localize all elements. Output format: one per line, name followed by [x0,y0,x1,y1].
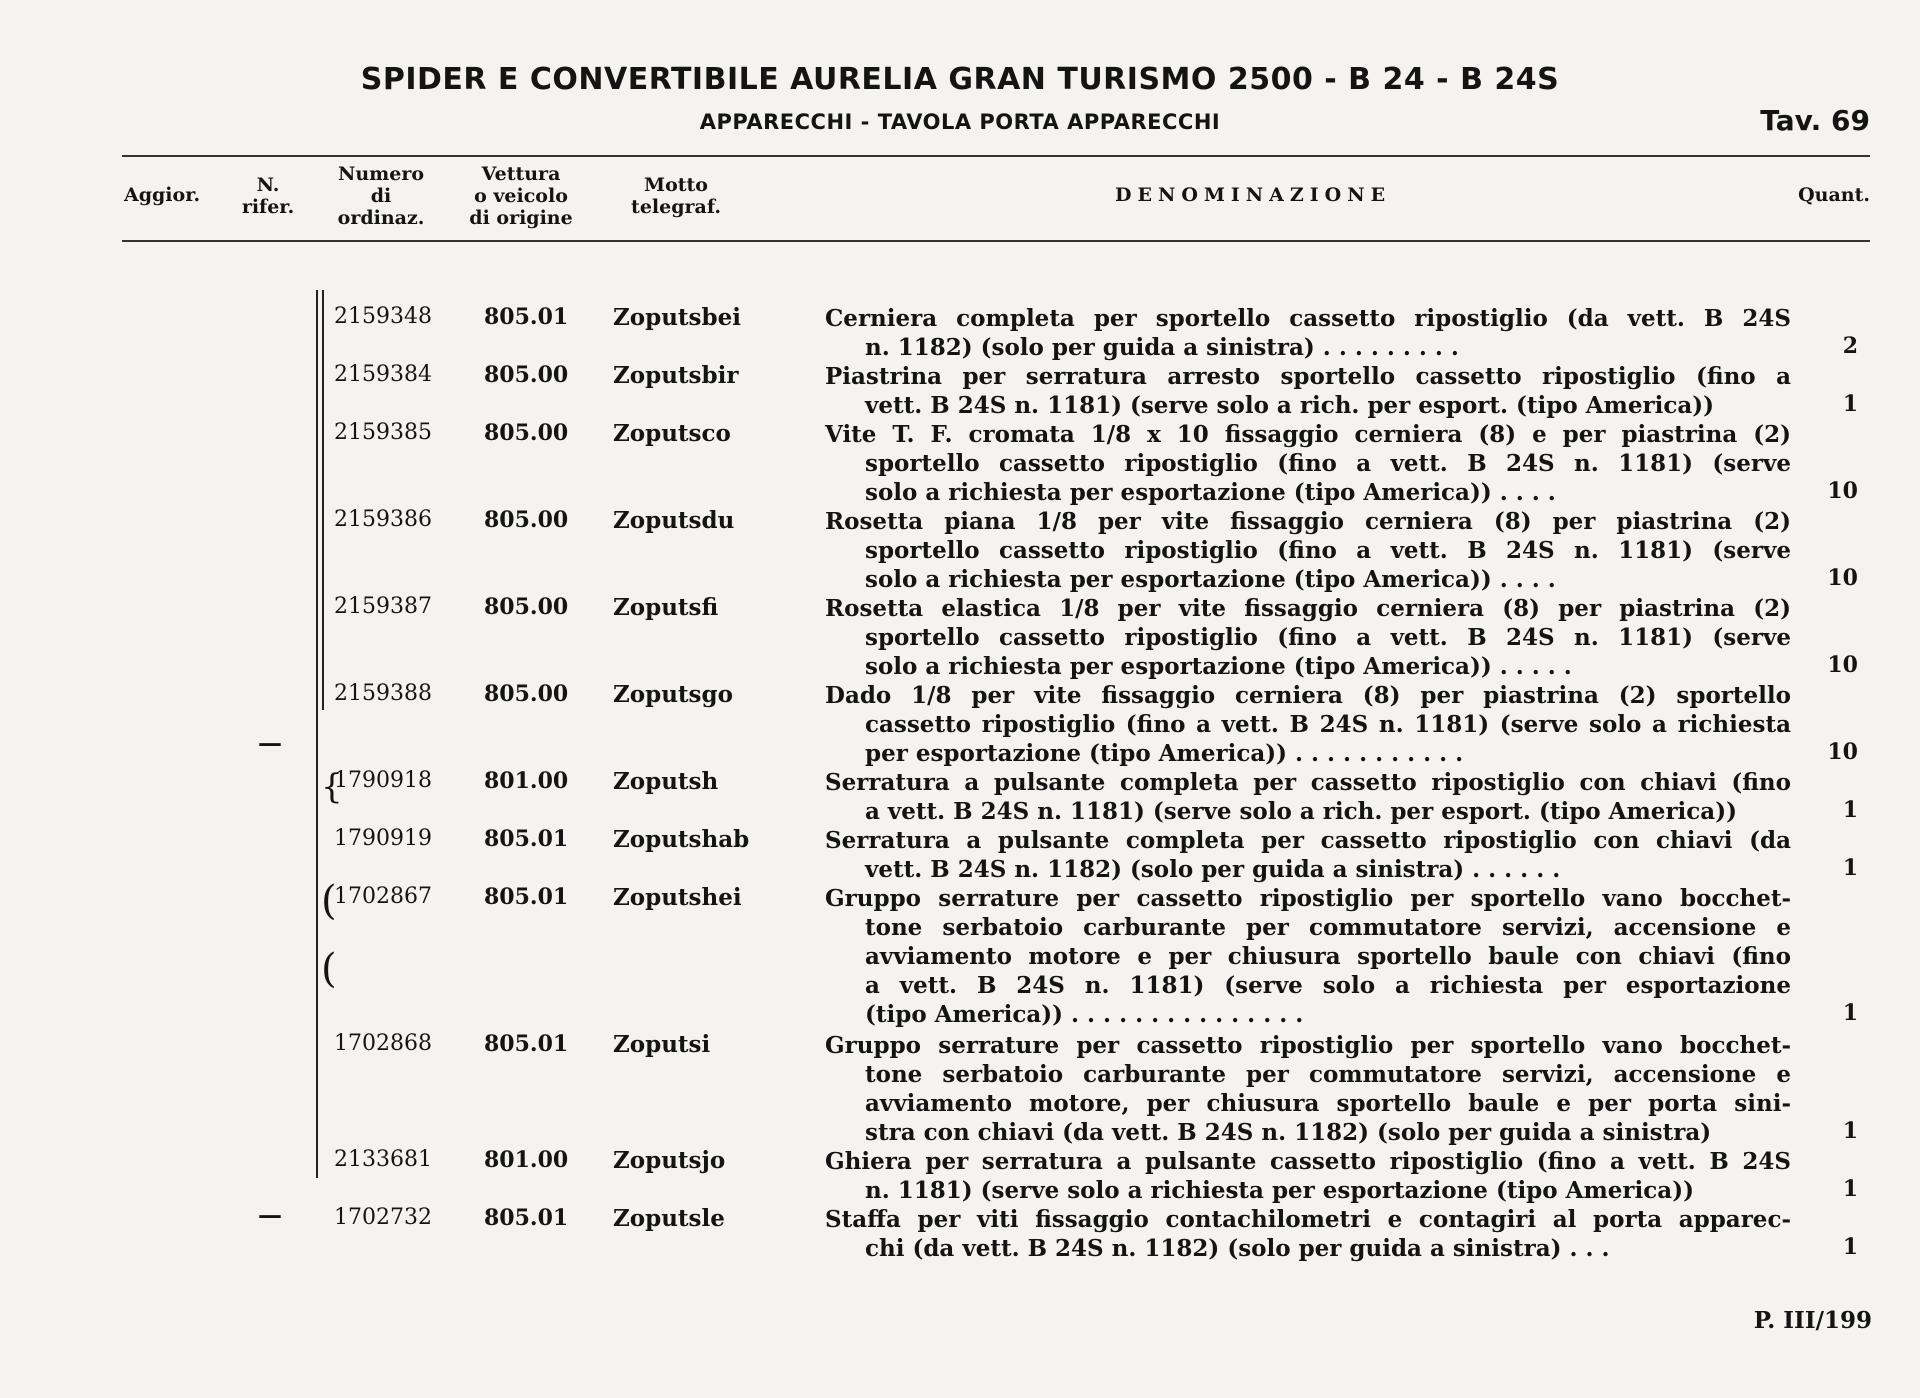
quantity: 10 [1827,652,1858,678]
col-nrifer-line2: rifer. [241,196,295,218]
part-description [825,681,1791,768]
col-numero-line3: ordinaz. [337,207,425,229]
order-number: 2133681 [334,1147,432,1172]
col-vettura-line3: di origine [469,207,573,229]
part-description [825,826,1791,884]
col-numero [326,163,436,229]
part-description [825,507,1791,594]
grouping-bar-inner [322,290,324,710]
description-line: sportello cassetto ripostiglio (fino a vett. B 24S n. 1181) (serve [865,624,1791,651]
col-numero-line2: di [370,185,392,207]
telegraph-motto: Zoputsjo [613,1147,726,1174]
vehicle-origin: 805.01 [484,826,569,852]
description-line: avviamento motore, per chiusura sportello baule e per porta sini- [865,1090,1791,1117]
description-line: Piastrina per serratura arresto sportello cassetto ripostiglio (fino a [825,363,1791,390]
description-line: tone serbatoio carburante per commutatore servizi, accensione e [865,914,1791,941]
vehicle-origin: 805.01 [484,1031,569,1057]
col-vettura-line2: o veicolo [474,185,568,207]
order-number: 2159385 [334,420,432,445]
part-description [825,768,1791,826]
description-line: avviamento motore e per chiusura sportello baule con chiavi (fino [865,943,1791,970]
page-subtitle: APPARECCHI - TAVOLA PORTA APPARECCHI [699,110,1221,134]
col-numero-line1: Numero [337,163,425,185]
description-line: a vett. B 24S n. 1181) (serve solo a rich. per esport. (tipo America)) [865,798,1737,825]
header-rule-bottom [122,240,1870,242]
col-motto [616,174,736,218]
description-line: vett. B 24S n. 1181) (serve solo a rich. per esport. (tipo America)) [865,392,1715,419]
description-line: n. 1181) (serve solo a richiesta per esportazione (tipo America)) [865,1177,1694,1204]
table-number: Tav. 69 [1760,104,1870,137]
vehicle-origin: 805.00 [484,362,569,388]
description-line: chi (da vett. B 24S n. 1182) (solo per guida a sinistra) . . . [865,1235,1610,1262]
part-description [825,362,1791,420]
col-quant: Quant. [1798,184,1870,206]
quantity: 1 [1842,797,1858,823]
order-number: 1702868 [334,1031,432,1056]
telegraph-motto: Zoputsle [613,1205,725,1232]
telegraph-motto: Zoputsgo [613,681,733,708]
grouping-bar [316,290,318,1178]
telegraph-motto: Zoputsbei [613,304,741,331]
description-line: Ghiera per serratura a pulsante cassetto ripostiglio (fino a vett. B 24S [825,1148,1791,1175]
quantity: 1 [1842,391,1858,417]
description-line: solo a richiesta per esportazione (tipo America)) . . . . [865,479,1556,506]
vehicle-origin: 805.01 [484,884,569,910]
update-dash: — [258,1200,282,1229]
brace-mark: ( [321,878,337,924]
vehicle-origin: 805.00 [484,681,569,707]
vehicle-origin: 805.00 [484,420,569,446]
part-description [825,884,1791,1029]
telegraph-motto: Zoputsdu [613,507,735,534]
brace-mark: ( [321,946,337,992]
description-line: Vite T. F. cromata 1/8 x 10 fissaggio cerniera (8) e per piastrina (2) [825,421,1791,448]
order-number: 1702732 [334,1205,432,1230]
col-denominazione: DENOMINAZIONE [1115,184,1392,206]
quantity: 1 [1842,1234,1858,1260]
order-number: 2159386 [334,507,432,532]
col-nrifer-line1: N. [256,174,280,196]
quantity: 1 [1842,1176,1858,1202]
part-description [825,1205,1791,1263]
telegraph-motto: Zoputsbir [613,362,739,389]
description-line: Serratura a pulsante completa per cassetto ripostiglio con chiavi (fino [825,769,1791,796]
description-line: Serratura a pulsante completa per cassetto ripostiglio con chiavi (da [825,827,1791,854]
quantity: 10 [1827,739,1858,765]
vehicle-origin: 805.01 [484,304,569,330]
description-line: stra con chiavi (da vett. B 24S n. 1182) (solo per guida a sinistra) [865,1119,1712,1146]
description-line: a vett. B 24S n. 1181) (serve solo a richiesta per esportazione [865,972,1791,999]
telegraph-motto: Zoputshab [613,826,750,853]
col-vettura-line1: Vettura [481,163,561,185]
part-description [825,1031,1791,1147]
col-vettura [456,163,586,229]
description-line: Staffa per viti fissaggio contachilometri e contagiri al porta apparec- [825,1206,1791,1233]
col-motto-line1: Motto [644,174,708,196]
col-motto-line2: telegraf. [631,196,721,218]
order-number: 2159384 [334,362,432,387]
quantity: 10 [1827,478,1858,504]
brace-mark: { [321,767,343,807]
description-line: tone serbatoio carburante per commutatore servizi, accensione e [865,1061,1791,1088]
order-number: 2159387 [334,594,432,619]
description-line: per esportazione (tipo America)) . . . . . . . . . . . [865,740,1464,767]
vehicle-origin: 805.01 [484,1205,569,1231]
update-dash: — [258,728,282,757]
description-line: Dado 1/8 per vite fissaggio cerniera (8) per piastrina (2) sportello [825,682,1791,709]
description-line: Rosetta piana 1/8 per vite fissaggio cerniera (8) per piastrina (2) [825,508,1791,535]
col-nrifer [228,174,308,218]
telegraph-motto: Zoputsh [613,768,719,795]
col-aggior: Aggior. [124,184,201,206]
telegraph-motto: Zoputsi [613,1031,711,1058]
vehicle-origin: 801.00 [484,768,569,794]
part-description [825,304,1791,362]
quantity: 1 [1842,1118,1858,1144]
description-line: Gruppo serrature per cassetto ripostiglio per sportello vano bocchet- [825,1032,1791,1059]
description-line: n. 1182) (solo per guida a sinistra) . . . . . . . . . [865,334,1459,361]
page-reference: P. III/199 [1753,1307,1872,1334]
vehicle-origin: 801.00 [484,1147,569,1173]
description-line: cassetto ripostiglio (fino a vett. B 24S n. 1181) (serve solo a richiesta [865,711,1791,738]
description-line: solo a richiesta per esportazione (tipo America)) . . . . [865,566,1556,593]
description-line: vett. B 24S n. 1182) (solo per guida a sinistra) . . . . . . [865,856,1561,883]
description-line: Cerniera completa per sportello cassetto ripostiglio (da vett. B 24S [825,305,1791,332]
order-number: 1790919 [334,826,432,851]
vehicle-origin: 805.00 [484,507,569,533]
description-line: solo a richiesta per esportazione (tipo America)) . . . . . [865,653,1572,680]
vehicle-origin: 805.00 [484,594,569,620]
description-line: Rosetta elastica 1/8 per vite fissaggio cerniera (8) per piastrina (2) [825,595,1791,622]
page-title: SPIDER E CONVERTIBILE AURELIA GRAN TURISMO 2500 - B 24 - B 24S [360,62,1560,97]
quantity: 10 [1827,565,1858,591]
description-line: sportello cassetto ripostiglio (fino a vett. B 24S n. 1181) (serve [865,537,1791,564]
quantity: 1 [1842,1000,1858,1026]
part-description [825,1147,1791,1205]
quantity: 1 [1842,855,1858,881]
part-description [825,420,1791,507]
telegraph-motto: Zoputshei [613,884,742,911]
quantity: 2 [1842,333,1858,359]
telegraph-motto: Zoputsco [613,420,731,447]
description-line: sportello cassetto ripostiglio (fino a vett. B 24S n. 1181) (serve [865,450,1791,477]
description-line: (tipo America)) . . . . . . . . . . . . . . . [865,1001,1304,1028]
order-number: 1790918 [334,768,432,793]
part-description [825,594,1791,681]
header-rule-top [122,155,1870,157]
telegraph-motto: Zoputsfi [613,594,719,621]
order-number: 2159348 [334,304,432,329]
order-number: 1702867 [334,884,432,909]
order-number: 2159388 [334,681,432,706]
description-line: Gruppo serrature per cassetto ripostiglio per sportello vano bocchet- [825,885,1791,912]
